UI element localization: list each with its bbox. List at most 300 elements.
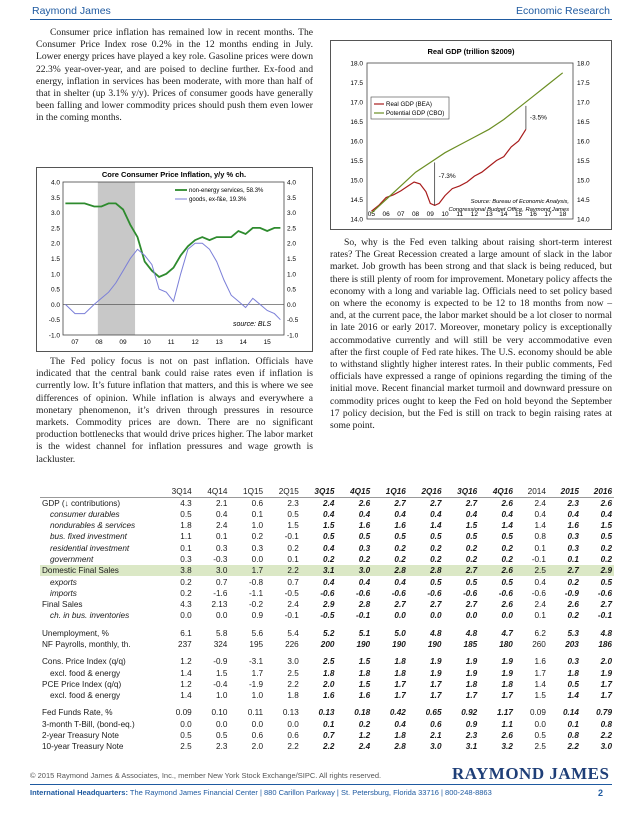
x-tick-label: 14 bbox=[500, 211, 508, 218]
table-cell: 0.8 bbox=[567, 731, 579, 741]
table-cell: 0.9 bbox=[465, 719, 478, 729]
table-cell: 2.7 bbox=[444, 565, 480, 576]
table-cell: 0.2 bbox=[358, 719, 371, 729]
table-cell: -0.1 bbox=[597, 611, 612, 621]
table-cell: 0.1 bbox=[287, 554, 299, 564]
table-cell: 1.0 bbox=[251, 691, 264, 701]
table-cell: -0.6 bbox=[531, 588, 546, 598]
table-cell: 190 bbox=[392, 640, 406, 649]
table-cell: -0.6 bbox=[597, 588, 612, 598]
table-row bbox=[40, 730, 614, 741]
table-cell: 0.14 bbox=[562, 708, 579, 718]
table-cell: 0.2 bbox=[567, 611, 579, 621]
y-tick-label-left: 1.0 bbox=[50, 271, 60, 279]
table-cell: 1.4 bbox=[180, 691, 192, 701]
x-tick-label: 14 bbox=[239, 339, 247, 346]
y-tick-label-left: 2.0 bbox=[50, 240, 60, 248]
table-cell: 1.4 bbox=[567, 691, 579, 701]
table-cell: 0.5 bbox=[180, 509, 192, 519]
table-cell: 0.2 bbox=[501, 554, 513, 564]
table-cell: 1.9 bbox=[465, 668, 478, 678]
y-tick-label-right: 14.5 bbox=[577, 197, 590, 204]
y-tick-label-right: 4.0 bbox=[287, 179, 297, 187]
table-cell: 0.4 bbox=[430, 509, 442, 519]
x-tick-label: 17 bbox=[544, 211, 552, 218]
table-cell: 1.5 bbox=[358, 679, 371, 689]
table-cell: -0.1 bbox=[284, 532, 299, 542]
hq-label: International Headquarters: bbox=[30, 788, 128, 797]
table-cell: 0.11 bbox=[247, 708, 264, 718]
table-cell: 1.5 bbox=[215, 668, 228, 678]
table-cell: 186 bbox=[598, 640, 612, 649]
x-tick-label: 09 bbox=[119, 339, 127, 346]
plot-frame bbox=[63, 182, 284, 335]
series-line-goods bbox=[65, 243, 280, 320]
y-tick-label-left: 0.0 bbox=[50, 301, 60, 309]
table-cell: 2.8 bbox=[358, 600, 371, 610]
table-header-cell: 4Q16 bbox=[479, 486, 515, 497]
table-cell: -0.1 bbox=[531, 554, 546, 564]
row-label: GDP (↓ contributions) bbox=[42, 498, 121, 508]
table-cell: 0.0 bbox=[394, 611, 406, 621]
row-label: exports bbox=[50, 577, 77, 587]
table-cell: 2.2 bbox=[567, 742, 579, 752]
table-cell: 2.0 bbox=[323, 679, 335, 689]
table-cell: 0.2 bbox=[501, 543, 513, 553]
y-tick-label-right: 14.0 bbox=[577, 216, 590, 224]
table-cell: -1.1 bbox=[248, 588, 264, 598]
table-row bbox=[40, 690, 614, 701]
chart-title: Core Consumer Price Inflation, y/y % ch. bbox=[101, 170, 247, 179]
table-cell: 0.5 bbox=[215, 731, 228, 741]
table-cell: 0.6 bbox=[430, 719, 442, 729]
y-tick-label-right: 17.5 bbox=[577, 80, 590, 87]
table-cell: 1.4 bbox=[534, 679, 546, 689]
table-cell: 0.0 bbox=[501, 611, 513, 621]
table-cell: 0.0 bbox=[180, 719, 192, 729]
table-row bbox=[40, 520, 614, 531]
table-cell: 0.6 bbox=[251, 498, 264, 508]
row-label: PCE Price Index (q/q) bbox=[42, 679, 122, 689]
table-cell: 2.3 bbox=[287, 498, 299, 508]
table-cell: 185 bbox=[463, 640, 478, 649]
table-cell: 2.7 bbox=[465, 600, 478, 610]
table-cell: 5.4 bbox=[287, 628, 299, 638]
y-tick-label-right: 1.0 bbox=[287, 271, 297, 279]
table-cell: 2.4 bbox=[287, 600, 299, 610]
table-cell: 3.0 bbox=[287, 657, 299, 667]
table-cell: 0.0 bbox=[215, 719, 228, 729]
table-cell: 1.7 bbox=[600, 679, 612, 689]
table-cell: -0.9 bbox=[213, 657, 228, 667]
table-cell: 1.7 bbox=[229, 565, 265, 576]
table-cell: -0.3 bbox=[213, 554, 228, 564]
y-tick-label-right: 2.5 bbox=[287, 225, 297, 233]
table-cell: 1.9 bbox=[501, 668, 513, 678]
table-cell: 0.1 bbox=[534, 543, 546, 553]
table-cell: -0.4 bbox=[213, 679, 228, 689]
table-cell: 0.3 bbox=[180, 554, 192, 564]
table-cell: 0.5 bbox=[358, 532, 371, 542]
table-cell: 0.5 bbox=[465, 532, 478, 542]
table-cell: 0.5 bbox=[430, 577, 442, 587]
table-cell: 0.5 bbox=[501, 577, 513, 587]
table-cell: 0.3 bbox=[215, 543, 228, 553]
y-tick-label-left: 2.5 bbox=[50, 225, 60, 233]
table-cell: 1.17 bbox=[496, 708, 513, 718]
table-cell: 2.8 bbox=[372, 565, 408, 576]
table-cell: 0.4 bbox=[501, 509, 513, 519]
table-cell: 237 bbox=[178, 640, 192, 649]
core-cpi-chart-svg bbox=[37, 168, 312, 351]
y-tick-label-left: 15.5 bbox=[350, 158, 363, 165]
table-cell: 0.0 bbox=[430, 611, 442, 621]
header-company: Raymond James bbox=[32, 5, 111, 17]
table-cell: 0.1 bbox=[534, 611, 546, 621]
table-cell: 3.0 bbox=[194, 565, 230, 576]
table-cell: 0.2 bbox=[600, 554, 612, 564]
table-cell: 6.2 bbox=[534, 628, 546, 638]
row-label: Domestic Final Sales bbox=[40, 565, 158, 576]
table-cell: 2.7 bbox=[430, 600, 442, 610]
table-cell: 0.4 bbox=[567, 509, 579, 519]
table-cell: 2.1 bbox=[215, 498, 228, 508]
y-tick-label-right: 0.0 bbox=[287, 301, 297, 309]
y-tick-label-left: -0.5 bbox=[48, 317, 60, 325]
table-cell: 2.6 bbox=[567, 600, 579, 610]
table-cell: 1.7 bbox=[394, 691, 406, 701]
table-cell: 2.0 bbox=[600, 657, 612, 667]
table-cell: 180 bbox=[499, 640, 513, 649]
table-cell: 1.8 bbox=[394, 657, 406, 667]
table-row bbox=[40, 588, 614, 599]
table-cell: 2.2 bbox=[323, 742, 335, 752]
row-label: government bbox=[50, 554, 94, 564]
table-cell: 324 bbox=[213, 640, 228, 649]
row-label: residential investment bbox=[50, 543, 130, 553]
x-tick-label: 05 bbox=[367, 211, 376, 218]
table-cell: 1.8 bbox=[180, 521, 192, 531]
row-label: ch. in bus. inventories bbox=[50, 611, 130, 621]
table-cell: 0.10 bbox=[211, 708, 228, 718]
table-cell: 0.5 bbox=[600, 532, 612, 542]
table-cell: 0.4 bbox=[394, 719, 406, 729]
table-cell: 0.5 bbox=[430, 532, 442, 542]
table-cell: 1.7 bbox=[465, 691, 478, 701]
table-cell: 0.5 bbox=[180, 731, 192, 741]
x-tick-label: 11 bbox=[167, 339, 175, 346]
x-tick-label: 12 bbox=[470, 211, 479, 218]
x-tick-label: 07 bbox=[397, 211, 405, 218]
table-cell: 0.4 bbox=[534, 509, 546, 519]
row-label: Cons. Price Index (q/q) bbox=[42, 657, 126, 667]
table-cell: 1.8 bbox=[394, 668, 406, 678]
table-cell: 2.7 bbox=[600, 600, 612, 610]
x-tick-label: 08 bbox=[411, 211, 420, 218]
table-cell: 2.3 bbox=[567, 498, 579, 508]
table-cell: 0.0 bbox=[215, 611, 228, 621]
table-cell: -0.6 bbox=[391, 588, 406, 598]
table-cell: 2.6 bbox=[501, 600, 513, 610]
series-line-potential-gdp bbox=[371, 73, 562, 213]
table-cell: 1.2 bbox=[358, 731, 371, 741]
table-header-cell: 2014 bbox=[515, 486, 548, 497]
table-cell: -0.1 bbox=[284, 611, 299, 621]
y-tick-label-left: 15.0 bbox=[350, 177, 363, 185]
table-cell: -0.5 bbox=[284, 588, 299, 598]
table-cell: 3.0 bbox=[430, 742, 442, 752]
y-tick-label-left: 16.5 bbox=[350, 119, 363, 126]
y-tick-label-left: 17.0 bbox=[350, 99, 363, 107]
table-cell: 190 bbox=[356, 640, 371, 649]
y-tick-label-left: 0.5 bbox=[50, 286, 60, 294]
table-row bbox=[40, 656, 614, 667]
table-cell: 0.4 bbox=[358, 577, 371, 587]
table-cell: 4.8 bbox=[600, 628, 612, 638]
table-cell: 1.8 bbox=[465, 679, 478, 689]
table-row bbox=[40, 679, 614, 690]
table-cell: 2.1 bbox=[430, 731, 442, 741]
table-cell: 2.13 bbox=[211, 600, 228, 610]
y-tick-label-right: 18.0 bbox=[577, 60, 590, 68]
table-cell: 2.7 bbox=[394, 498, 406, 508]
table-row bbox=[40, 719, 614, 730]
row-label: NF Payrolls, monthly, th. bbox=[42, 640, 131, 649]
table-cell: 0.6 bbox=[251, 731, 264, 741]
table-cell: 5.6 bbox=[251, 628, 264, 638]
table-cell: 2.2 bbox=[287, 679, 299, 689]
table-row bbox=[40, 667, 614, 678]
table-cell: 0.5 bbox=[394, 532, 406, 542]
y-tick-label-left: 18.0 bbox=[350, 60, 363, 68]
table-row bbox=[40, 531, 614, 542]
table-cell: 0.8 bbox=[534, 532, 546, 542]
table-cell: 0.1 bbox=[215, 532, 228, 542]
paragraph-why-raise: So, why is the Fed even talking about raising short-term interest rates? The Great Recession created a large amount of slack in the labor market. Job growth has been strong and that slack is being reduced, but there is still plenty of room for improvement. Monetary policy affects the economy with a long and variable lag. Officials need to set policy based on where the economy is expected to be 12 to 18 months from now – and, at the current pace, the labor market should be a lot closer to normal in late 2016 or early 2017. Moreover, monetary policy is exceptionally accommodative currently and will still be very accommodative even after the first couple of Fed rate hikes. The U.S. economy should be able to withstand slightly higher interest rates. In their public comments, Fed officials have expressed a range of opinions regarding the timing of the initial move. Recent financial market turmoil and downward pressure on commodity prices ought to keep the Fed on hold beyond the September 17 policy decision, but the Fed is still on track to begin raising rates at some point. bbox=[330, 237, 612, 432]
table-cell: 1.8 bbox=[501, 679, 513, 689]
x-tick-label: 07 bbox=[71, 339, 79, 346]
table-cell: 2.4 bbox=[323, 498, 335, 508]
table-cell: 1.4 bbox=[430, 521, 442, 531]
table-cell: 0.4 bbox=[323, 543, 335, 553]
copyright-notice: © 2015 Raymond James & Associates, Inc., member New York Stock Exchange/SIPC. All rights reserved. bbox=[30, 771, 382, 780]
table-cell: 0.5 bbox=[534, 731, 546, 741]
y-tick-label-left: 14.5 bbox=[350, 197, 363, 204]
table-cell: 0.5 bbox=[567, 679, 579, 689]
table-cell: -0.5 bbox=[320, 611, 335, 621]
table-cell: 0.0 bbox=[251, 554, 264, 564]
y-tick-label-left: -1.0 bbox=[48, 332, 60, 340]
table-cell: 2.5 bbox=[515, 565, 548, 576]
table-cell: 1.1 bbox=[501, 719, 513, 729]
table-cell: 1.0 bbox=[215, 691, 228, 701]
table-cell: 0.3 bbox=[358, 543, 371, 553]
source-note-line2: Congressional Budget Office, Raymond James bbox=[448, 207, 569, 213]
table-cell: 1.0 bbox=[251, 521, 264, 531]
table-cell: 1.6 bbox=[567, 521, 579, 531]
x-tick-label: 18 bbox=[559, 211, 567, 218]
table-cell: 1.7 bbox=[534, 668, 546, 678]
table-cell: 2.4 bbox=[215, 521, 228, 531]
table-cell: 2.4 bbox=[534, 600, 546, 610]
table-cell: 3.0 bbox=[336, 565, 372, 576]
x-tick-label: 06 bbox=[382, 211, 390, 218]
table-cell: 2.2 bbox=[287, 742, 299, 752]
table-cell: 2.8 bbox=[394, 742, 406, 752]
table-cell: 1.1 bbox=[180, 532, 192, 542]
row-label: nondurables & services bbox=[50, 521, 136, 531]
table-header-cell: 1Q16 bbox=[372, 486, 408, 497]
table-cell: 0.1 bbox=[180, 543, 192, 553]
row-label: 2-year Treasury Note bbox=[42, 731, 119, 741]
table-cell: 1.6 bbox=[394, 521, 406, 531]
table-cell: -0.6 bbox=[356, 588, 371, 598]
source-note: source: BLS bbox=[233, 321, 272, 328]
table-header-cell: 3Q16 bbox=[444, 486, 480, 497]
table-cell: -3.1 bbox=[248, 657, 264, 667]
table-cell: 0.4 bbox=[323, 509, 335, 519]
table-cell: 2.6 bbox=[501, 731, 513, 741]
table-cell: 0.9 bbox=[251, 611, 264, 621]
table-cell: 1.9 bbox=[465, 657, 478, 667]
table-cell: 0.4 bbox=[394, 577, 406, 587]
table-cell: 1.2 bbox=[180, 679, 192, 689]
table-cell: 2.8 bbox=[408, 565, 444, 576]
hq-address: The Raymond James Financial Center | 880 Carillon Parkway | St. Petersburg, Florida 33716 | 800-248-8863 bbox=[129, 788, 492, 797]
table-cell: 190 bbox=[427, 640, 442, 649]
x-tick-label: 08 bbox=[95, 339, 103, 346]
table-cell: 1.7 bbox=[600, 691, 612, 701]
table-row bbox=[40, 565, 614, 576]
paragraph-inflation: Consumer price inflation has remained low in recent months. The Consumer Price Index rose 0.2% in the 12 months ending in July. Lower energy prices have played a key role. Gasoline prices were down 22.3% year-over-year, and are poised to decline further. Ex-food and energy, inflation in services has been moderate, with more than half of that in shelter (up 3.1% y/y). Prices of consumer goods have generally been falling and lower commodity prices should push them even lower in the coming months. bbox=[36, 27, 313, 124]
table-cell: 1.7 bbox=[430, 691, 442, 701]
table-cell: 0.2 bbox=[430, 543, 442, 553]
table-cell: -0.8 bbox=[248, 577, 264, 587]
table-cell: 3.0 bbox=[600, 742, 612, 752]
table-cell: 1.8 bbox=[394, 731, 406, 741]
x-tick-label: 15 bbox=[514, 211, 523, 218]
table-cell: 226 bbox=[285, 640, 299, 649]
table-cell: 1.9 bbox=[501, 657, 513, 667]
table-header-cell: 2Q16 bbox=[408, 486, 444, 497]
y-tick-label-left: 14.0 bbox=[350, 216, 363, 224]
table-cell: 1.8 bbox=[323, 668, 335, 678]
table-row bbox=[40, 599, 614, 610]
table-cell: 2.7 bbox=[430, 498, 442, 508]
table-cell: 2.7 bbox=[548, 565, 581, 576]
x-tick-label: 10 bbox=[143, 339, 151, 346]
table-cell: 1.7 bbox=[251, 668, 264, 678]
table-cell: 2.6 bbox=[479, 565, 515, 576]
y-tick-label-left: 3.0 bbox=[50, 210, 60, 218]
x-tick-label: 12 bbox=[191, 339, 199, 346]
table-cell: 0.13 bbox=[282, 708, 299, 718]
table-cell: 1.7 bbox=[501, 691, 513, 701]
table-cell: 5.2 bbox=[323, 628, 335, 638]
table-cell: 2.6 bbox=[501, 498, 513, 508]
table-cell: 2.9 bbox=[581, 565, 614, 576]
table-header-blank bbox=[40, 486, 158, 497]
table-cell: -0.6 bbox=[498, 588, 513, 598]
table-cell: 5.3 bbox=[567, 628, 579, 638]
table-cell: 2.5 bbox=[323, 657, 335, 667]
table-cell: 1.5 bbox=[323, 521, 335, 531]
table-cell: -0.1 bbox=[356, 611, 371, 621]
x-tick-label: 11 bbox=[456, 211, 464, 218]
table-cell: 2.3 bbox=[465, 731, 478, 741]
table-row bbox=[40, 509, 614, 520]
table-cell: 1.5 bbox=[600, 521, 612, 531]
table-cell: 0.1 bbox=[251, 509, 264, 519]
table-cell: 1.5 bbox=[287, 521, 299, 531]
y-tick-label-left: 16.0 bbox=[350, 138, 363, 146]
y-tick-label-right: -0.5 bbox=[287, 317, 299, 325]
table-cell: 0.4 bbox=[600, 509, 612, 519]
table-cell: -0.6 bbox=[427, 588, 442, 598]
real-gdp-chart-svg bbox=[331, 41, 611, 229]
real-gdp-chart bbox=[330, 40, 612, 230]
table-cell: 1.8 bbox=[567, 668, 579, 678]
table-row bbox=[40, 542, 614, 553]
table-header-cell: 3Q15 bbox=[301, 486, 337, 497]
y-tick-label-right: 1.5 bbox=[287, 256, 297, 263]
table-cell: 1.2 bbox=[180, 657, 192, 667]
table-cell: 2.3 bbox=[215, 742, 228, 752]
table-cell: 0.1 bbox=[567, 719, 579, 729]
y-tick-label-right: 2.0 bbox=[287, 240, 297, 248]
x-tick-label: 16 bbox=[529, 211, 537, 218]
series-line-services bbox=[65, 203, 280, 277]
table-cell: 4.8 bbox=[430, 628, 442, 638]
x-tick-label: 13 bbox=[485, 211, 493, 218]
y-tick-label-right: 15.5 bbox=[577, 158, 590, 165]
row-label: consumer durables bbox=[50, 509, 120, 519]
x-tick-label: 15 bbox=[263, 339, 271, 346]
table-cell: 0.42 bbox=[389, 708, 406, 718]
table-cell: 3.2 bbox=[501, 742, 513, 752]
table-cell: 0.1 bbox=[567, 554, 579, 564]
table-cell: 0.4 bbox=[358, 509, 371, 519]
table-cell: 200 bbox=[320, 640, 335, 649]
table-cell: 6.1 bbox=[180, 628, 192, 638]
table-cell: 0.2 bbox=[430, 554, 442, 564]
legend-label: goods, ex-f&e, 19.3% bbox=[189, 197, 247, 204]
table-cell: 4.3 bbox=[180, 600, 192, 610]
raymond-james-logo: RAYMOND JAMES bbox=[452, 764, 610, 783]
table-cell: 0.3 bbox=[251, 543, 264, 553]
y-tick-label-left: 3.5 bbox=[50, 194, 60, 202]
table-cell: 1.6 bbox=[534, 657, 546, 667]
headquarters-line bbox=[30, 788, 492, 797]
table-cell: 2.5 bbox=[287, 668, 299, 678]
legend-label: Potential GDP (CBO) bbox=[386, 110, 445, 118]
table-cell: 0.4 bbox=[215, 509, 228, 519]
plot-frame bbox=[367, 63, 573, 219]
row-label: 10-year Treasury Note bbox=[42, 742, 124, 752]
table-cell: 0.5 bbox=[501, 532, 513, 542]
table-cell: 1.6 bbox=[358, 691, 371, 701]
table-cell: 0.2 bbox=[251, 532, 264, 542]
table-cell: 203 bbox=[565, 640, 579, 649]
table-row bbox=[40, 707, 614, 718]
table-cell: 0.92 bbox=[461, 708, 478, 718]
core-cpi-chart bbox=[36, 167, 313, 352]
table-cell: 0.5 bbox=[323, 532, 335, 542]
table-cell: 2.5 bbox=[180, 742, 192, 752]
header-section: Economic Research bbox=[516, 5, 610, 17]
y-tick-label-right: 16.5 bbox=[577, 119, 590, 126]
table-cell: 260 bbox=[532, 640, 546, 649]
